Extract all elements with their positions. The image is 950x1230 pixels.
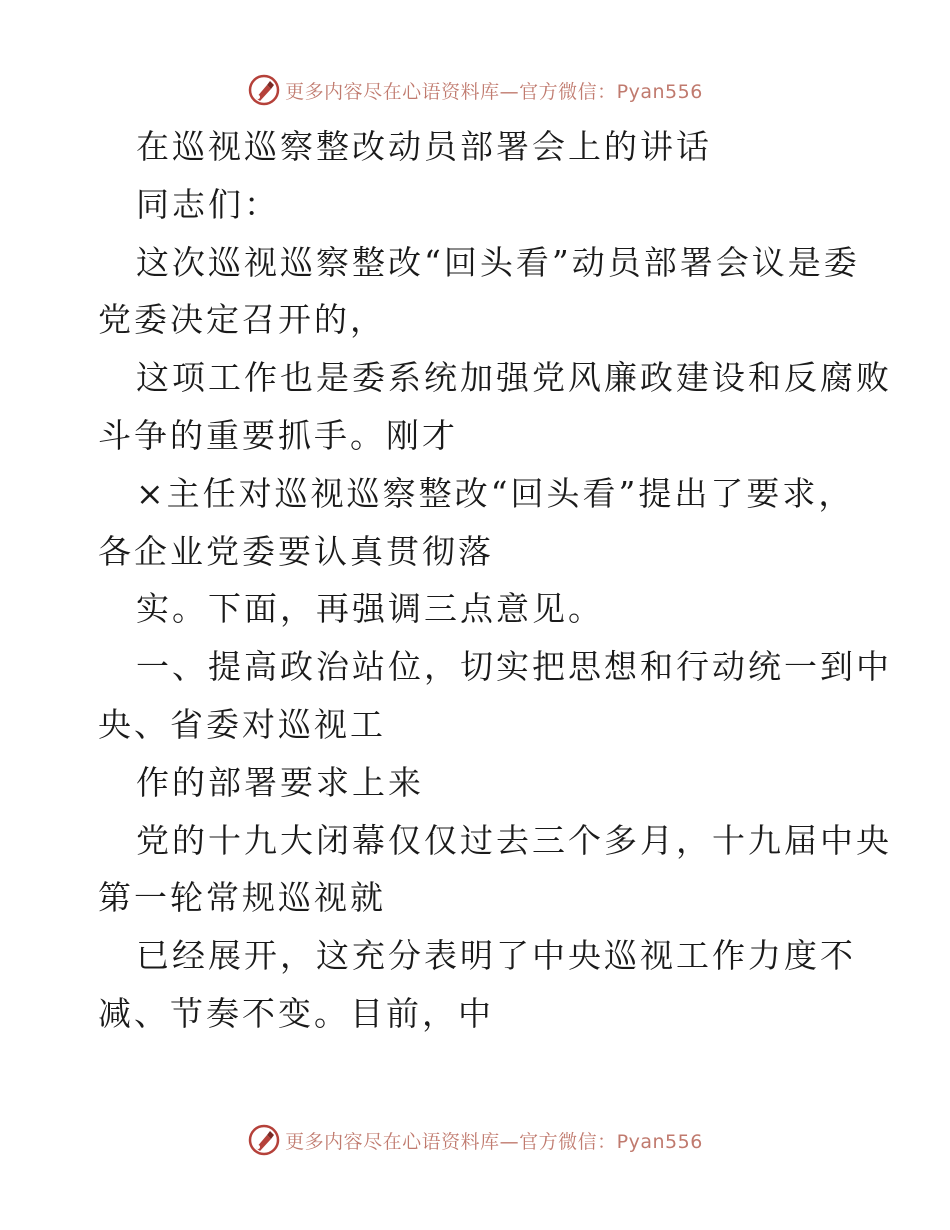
- header-watermark: [0, 70, 950, 110]
- text-line: 党委决定召开的，: [98, 300, 386, 340]
- text-line: 这次巡视巡察整改“回头看”动员部署会议是委: [136, 242, 860, 282]
- watermark-text: 更多内容尽在心语资料库—官方微信：Pyan556: [285, 1130, 703, 1153]
- text-line: 央、省委对巡视工: [98, 704, 386, 744]
- watermark-text: 更多内容尽在心语资料库—官方微信：Pyan556: [285, 80, 703, 103]
- text-line: 在巡视巡察整改动员部署会上的讲话: [136, 127, 712, 166]
- text-line: 一、提高政治站位，切实把思想和行动统一到中: [136, 647, 892, 687]
- text-line: 斗争的重要抓手。刚才: [98, 415, 458, 455]
- text-line: 实。下面，再强调三点意见。: [136, 589, 604, 629]
- text-line: 已经展开，这充分表明了中央巡视工作力度不: [136, 936, 856, 976]
- text-line: 减、节奏不变。目前，中: [98, 993, 494, 1033]
- footer-watermark: [0, 1120, 950, 1160]
- text-line: 作的部署要求上来: [136, 762, 424, 802]
- text-line: ×主任对巡视巡察整改“回头看”提出了要求，: [136, 473, 855, 513]
- text-line: 各企业党委要认真贯彻落: [98, 531, 494, 571]
- pen-logo-icon: [247, 1123, 281, 1157]
- text-line: 党的十九大闭幕仅仅过去三个多月，十九届中央: [136, 820, 892, 860]
- text-line: 同志们：: [136, 184, 280, 224]
- text-line: 第一轮常规巡视就: [98, 878, 386, 918]
- document-body: [98, 118, 892, 1043]
- pen-logo-icon: [247, 73, 281, 107]
- text-line: 这项工作也是委系统加强党风廉政建设和反腐败: [136, 358, 892, 398]
